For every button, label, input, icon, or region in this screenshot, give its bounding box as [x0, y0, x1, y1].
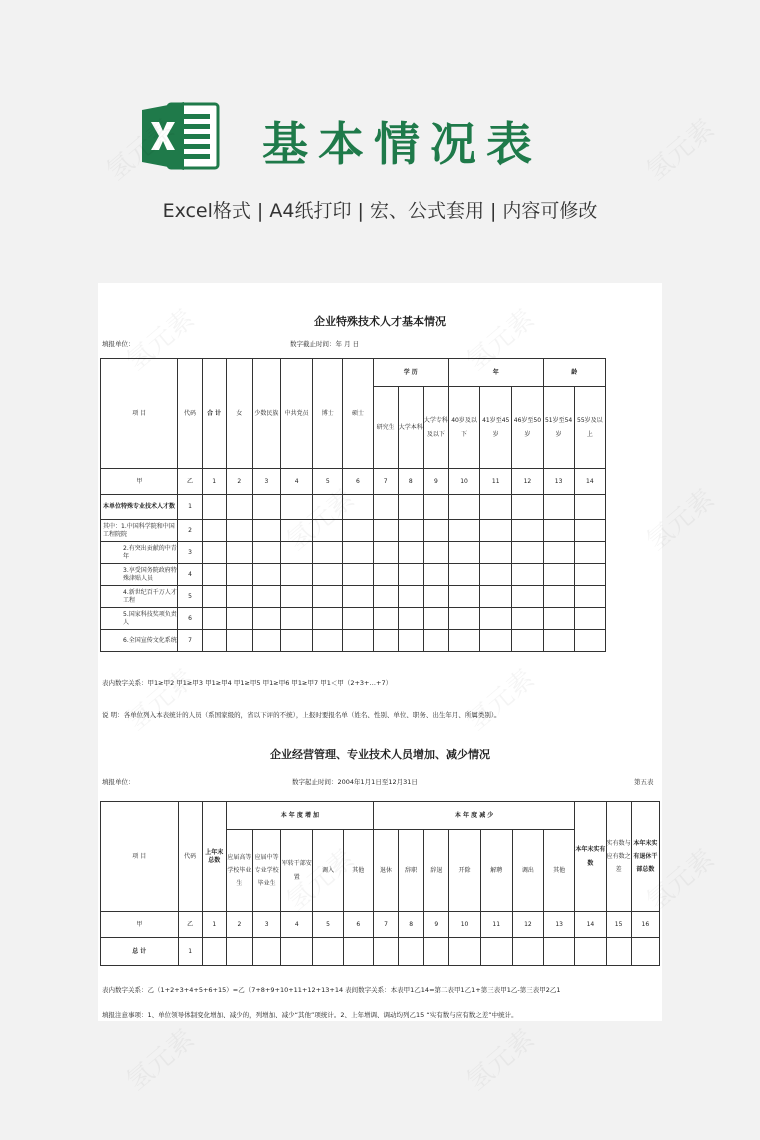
- index-cell: 9: [423, 469, 448, 495]
- table2: [100, 801, 660, 966]
- table1-title: 企业特殊技术人才基本情况: [314, 315, 446, 328]
- table-row: [101, 608, 606, 630]
- row-label: 1.中国科学院和中国工程院院: [103, 523, 175, 538]
- table2-page-label: 第五表: [634, 778, 654, 786]
- header-dec-col: 解聘: [480, 830, 512, 912]
- row-code: 4: [178, 564, 202, 586]
- total-row-code: 1: [178, 938, 202, 966]
- header-minority: 少数民族: [252, 359, 280, 469]
- header-age-51: 51岁至54岁: [543, 387, 574, 469]
- header-diff: 实有数与应有数之差: [606, 802, 631, 912]
- table1: [100, 358, 606, 652]
- row-prefix: 其中：: [103, 523, 122, 530]
- index-cell: 甲: [101, 469, 178, 495]
- header-college: 大学专科及以下: [423, 387, 448, 469]
- index-cell: 3: [252, 469, 280, 495]
- index-cell: 甲: [101, 912, 179, 938]
- header-item: 项 目: [101, 802, 179, 912]
- table1-note: 说 明：各单位列入本表统计的人员（系国家级的，省以下评的不统），上报时要报名单（姓名、性别、单位、职务、出生年月、所属类别）。: [102, 711, 501, 719]
- index-cell: 1: [202, 912, 226, 938]
- header-dec-col: 开除: [449, 830, 480, 912]
- index-cell: 7: [373, 469, 398, 495]
- header-prev-total: 上年末总数: [202, 802, 226, 912]
- header-code: 代码: [178, 359, 202, 469]
- row-label: 6.全国宣传文化系统: [101, 630, 178, 652]
- total-row-label: 总 计: [101, 938, 179, 966]
- header-dec-col: 辞职: [399, 830, 424, 912]
- header-dec-col: 调出: [512, 830, 543, 912]
- table1-unit-label: 填报单位：: [102, 340, 135, 348]
- table2-unit-label: 填报单位：: [102, 778, 135, 786]
- header-inc-col: 调入: [313, 830, 343, 912]
- index-cell: 15: [606, 912, 631, 938]
- table2-note: 填报注意事项：1、单位领导体制变化增加、减少的，列增加、减少“其他”项统计。2、上年增调、调动均列乙15 “实有数与应有数之差”中统计。: [102, 1011, 518, 1019]
- row-label: 本单位特殊专业技术人才数: [101, 495, 178, 520]
- header-item: 项 目: [101, 359, 178, 469]
- header-education: 学 历: [373, 359, 448, 387]
- index-cell: 14: [574, 469, 605, 495]
- header-age-55: 55岁及以上: [574, 387, 605, 469]
- index-cell: 7: [373, 912, 398, 938]
- row-label: 3.享受国务院政府特殊津贴人员: [101, 564, 178, 586]
- index-cell: 11: [480, 469, 512, 495]
- index-cell: 乙: [178, 912, 202, 938]
- table-row: [101, 564, 606, 586]
- index-cell: 13: [543, 469, 574, 495]
- header-end-retired: 本年末实有退休干部总数: [631, 802, 659, 912]
- index-cell: 11: [480, 912, 512, 938]
- index-cell: 10: [448, 469, 479, 495]
- header-age-1: 年: [448, 359, 543, 387]
- index-cell: 5: [313, 912, 343, 938]
- header-inc-col: 应届高等学校毕业生: [226, 830, 252, 912]
- index-cell: 2: [226, 912, 252, 938]
- table-row: [101, 495, 606, 520]
- row-label: 4.新世纪百千万人才工程: [101, 586, 178, 608]
- table-row: [101, 586, 606, 608]
- watermark-text: [117, 1019, 201, 1097]
- table1-date-label: 数字截止时间：年 月 日: [290, 340, 360, 348]
- table1-index-row: [101, 469, 606, 495]
- table-row: [101, 630, 606, 652]
- table-row: [101, 542, 606, 564]
- table2-date-label: 数字起止时间：2004年1月1日至12月31日: [292, 778, 418, 786]
- index-cell: 6: [343, 912, 373, 938]
- header-grad: 研究生: [373, 387, 398, 469]
- index-cell: 5: [313, 469, 343, 495]
- header-inc-col: 军转干部安置: [281, 830, 313, 912]
- row-code: 2: [178, 520, 202, 542]
- header-dec-col: 退休: [373, 830, 398, 912]
- header-age-40: 40岁及以下: [448, 387, 479, 469]
- row-label: 2.有突出贡献的中青年: [101, 542, 178, 564]
- header-age-41: 41岁至45岁: [480, 387, 512, 469]
- header-master: 硕士: [343, 359, 373, 469]
- header-decrease: 本 年 度 减 少: [373, 802, 574, 830]
- table2-index-row: [101, 912, 660, 938]
- excel-logo-icon: [140, 96, 220, 176]
- hero-subtitle: Excel格式 | A4纸打印 | 宏、公式套用 | 内容可修改: [162, 200, 598, 222]
- table-row: [101, 520, 606, 542]
- index-cell: 16: [631, 912, 659, 938]
- header-dec-col: 其他: [544, 830, 575, 912]
- header-party: 中共党员: [281, 359, 313, 469]
- spreadsheet-preview: [98, 283, 662, 1021]
- index-cell: 10: [449, 912, 480, 938]
- row-code: 5: [178, 586, 202, 608]
- table1-relation: 表内数字关系：甲1≥甲2 甲1≥甲3 甲1≥甲4 甲1≥甲5 甲1≥甲6 甲1≥甲7 甲1＜甲（2+3+…+7）: [102, 679, 393, 687]
- header-bachelor: 大学本科: [398, 387, 423, 469]
- header-phd: 博士: [313, 359, 343, 469]
- index-cell: 12: [512, 912, 543, 938]
- header-code: 代码: [178, 802, 202, 912]
- index-cell: 1: [202, 469, 226, 495]
- index-cell: 乙: [178, 469, 202, 495]
- index-cell: 6: [343, 469, 373, 495]
- index-cell: 12: [512, 469, 543, 495]
- header-end-actual: 本年末实有数: [575, 802, 606, 912]
- header-female: 女: [226, 359, 252, 469]
- row-code: 3: [178, 542, 202, 564]
- header-inc-col: 应届中等专业学校毕业生: [253, 830, 281, 912]
- table-row: [101, 938, 660, 966]
- row-code: 6: [178, 608, 202, 630]
- index-cell: 3: [253, 912, 281, 938]
- table2-title: 企业经营管理、专业技术人员增加、减少情况: [270, 748, 490, 761]
- index-cell: 2: [226, 469, 252, 495]
- index-cell: 14: [575, 912, 606, 938]
- header-increase: 本 年 度 增 加: [226, 802, 373, 830]
- index-cell: 4: [281, 469, 313, 495]
- index-cell: 13: [544, 912, 575, 938]
- header-age-46: 46岁至50岁: [512, 387, 543, 469]
- row-code: 1: [178, 495, 202, 520]
- row-code: 7: [178, 630, 202, 652]
- index-cell: 9: [424, 912, 449, 938]
- index-cell: 8: [399, 912, 424, 938]
- header-dec-col: 辞退: [424, 830, 449, 912]
- index-cell: 4: [281, 912, 313, 938]
- header-age-2: 龄: [543, 359, 605, 387]
- hero-title: 基本情况表: [262, 117, 542, 171]
- watermark-text: [457, 1019, 541, 1097]
- table2-relation: 表内数字关系：乙（1+2+3+4+5+6+15）=乙（7+8+9+10+11+12+13+14 表间数字关系：本表甲1乙14=第二表甲1乙1+第三表甲1乙-第三表甲2乙1: [102, 986, 561, 994]
- watermark-text: [637, 109, 721, 187]
- header-total: 合 计: [202, 359, 226, 469]
- index-cell: 8: [398, 469, 423, 495]
- header-inc-col: 其他: [343, 830, 373, 912]
- row-label: 5.国家科技奖项负责人: [101, 608, 178, 630]
